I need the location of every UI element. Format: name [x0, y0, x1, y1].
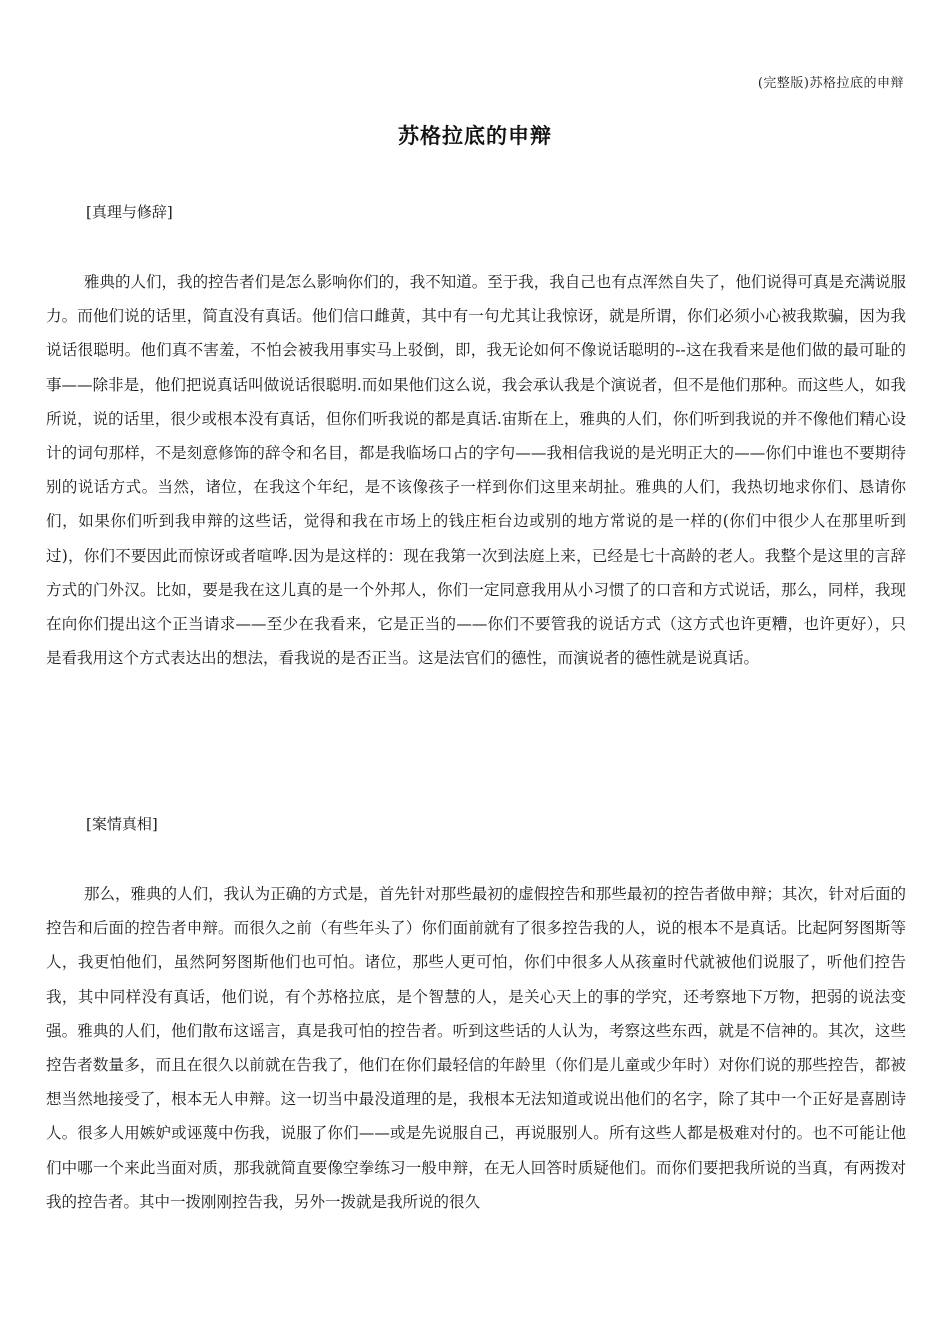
section-heading: [真理与修辞]: [86, 203, 173, 221]
document-title: 苏格拉底的申辩: [398, 124, 552, 148]
section-paragraph: 那么，雅典的人们，我认为正确的方式是，首先针对那些最初的虚假控告和那些最初的控告者做申辩；其次，针对后面的控告和后面的控告者申辩。而很久之前（有些年头了）你们面前就有了很多控告我的人，说的根本不是真话。比起阿努图斯等人，我更怕他们，虽然阿努图斯他们也可怕。诸位，那些人更可怕，你们中很多人从孩童时代就被他们说服了，听他们控告我，其中同样没有真话，他们说，有个苏格拉底，是个智慧的人，是关心天上的事的学究，还考察地下万物，把弱的说法变强。雅典的人们，他们散布这谣言，真是我可怕的控告者。听到这些话的人认为，考察这些东西，就是不信神的。其次，这些控告者数量多，而且在很久以前就在告我了，他们在你们最轻信的年龄里（你们是儿童或少年时）对你们说的那些控告，都被想当然地接受了，根本无人申辩。这一切当中最没道理的是，我根本无法知道或说出他们的名字，除了其中一个正好是喜剧诗人。很多人用嫉妒或诬蔑中伤我，说服了你们——或是先说服自己，再说服别人。所有这些人都是极难对付的。也不可能让他们中哪一个来此当面对质，那我就简直要像空拳练习一般申辩，在无人回答时质疑他们。而你们要把我所说的当真，有两拨对我的控告者。其中一拨刚刚控告我，另外一拨就是我所说的很久: [46, 885, 906, 1211]
running-header: (完整版)苏格拉底的申辩: [757, 76, 904, 91]
section-truth-and-rhetoric: [46, 200, 906, 675]
section-heading: [案情真相]: [86, 815, 158, 833]
section-case-facts: [46, 812, 906, 1219]
section-paragraph: 雅典的人们，我的控告者们是怎么影响你们的，我不知道。至于我，我自己也有点浑然自失了，他们说得可真是充满说服力。而他们说的话里，简直没有真话。他们信口雌黄，其中有一句尤其让我惊讶，就是所谓，你们必须小心被我欺骗，因为我说话很聪明。他们真不害羞，不怕会被我用事实马上驳倒，即，我无论如何不像说话聪明的--这在我看来是他们做的最可耻的事——除非是，他们把说真话叫做说话很聪明.而如果他们这么说，我会承认我是个演说者，但不是他们那种。而这些人，如我所说，说的话里，很少或根本没有真话，但你们听我说的都是真话.宙斯在上，雅典的人们，你们听到我说的并不像他们精心设计的词句那样，不是刻意修饰的辞令和名目，都是我临场口占的字句——我相信我说的是光明正大的——你们中谁也不要期待别的说话方式。当然，诸位，在我这个年纪，是不该像孩子一样到你们这里来胡扯。雅典的人们，我热切地求你们、恳请你们，如果你们听到我申辩的这些话，觉得和我在市场上的钱庄柜台边或别的地方常说的是一样的(你们中很少人在那里听到过)，你们不要因此而惊讶或者喧哗.因为是这样的：现在我第一次到法庭上来，已经是七十高龄的老人。我整个是这里的言辞方式的门外汉。比如，要是我在这儿真的是一个外邦人，你们一定同意我用从小习惯了的口音和方式说话，那么，同样，我现在向你们提出这个正当请求——至少在我看来，它是正当的——你们不要管我的说话方式（这方式也许更糟，也许更好），只是看我用这个方式表达出的想法，看我说的是否正当。这是法官们的德性，而演说者的德性就是说真话。: [46, 273, 906, 668]
